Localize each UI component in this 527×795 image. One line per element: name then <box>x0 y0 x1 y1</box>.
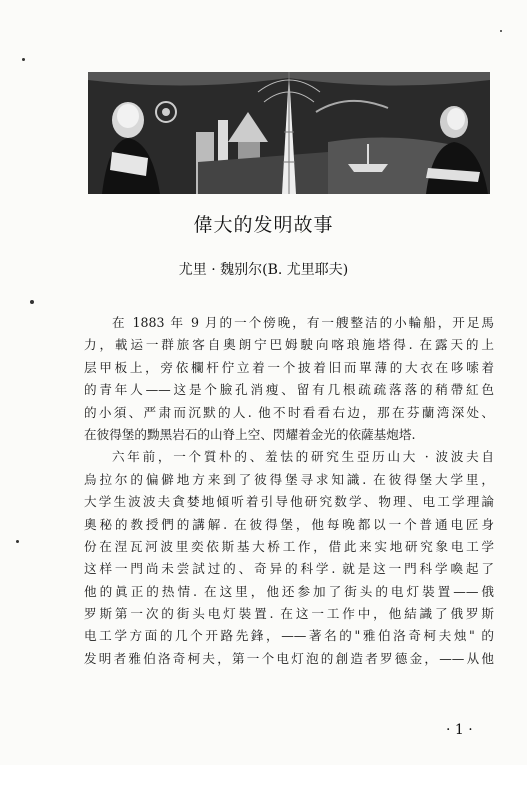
text-line: 的小須、严肃而沉默的人. 他不时看看右边，那在芬蘭湾深处、 <box>84 404 494 420</box>
text-line: 力，載运一群旅客自奧朗宁巴姆駛向喀琅施塔得. 在露天的上 <box>84 337 494 353</box>
text-line: 烏拉尔的偏僻地方来到了彼得堡寻求知識. 在彼得堡大学里， <box>84 471 494 487</box>
text-line: 电工学方面的几个开路先鋒，——著名的"雅伯洛奇柯夫烛" 的 <box>84 628 494 644</box>
article-body <box>84 312 494 670</box>
scan-speck <box>22 58 25 61</box>
article-title: 偉大的发明故事 <box>193 214 334 236</box>
text-line: 罗斯第一次的街头电灯裝置. 在这一工作中，他結識了俄罗斯 <box>84 606 494 622</box>
text-line: 他的眞正的热情. 在这里，他还参加了街头的电灯裝置——俄 <box>84 583 494 599</box>
text-line: 在 1883 年 9 月的一个傍晚，有一艘整洁的小輪船，开足馬 <box>112 315 494 330</box>
paragraph-2 <box>84 446 494 670</box>
scan-speck <box>30 300 34 304</box>
text-line: 在彼得堡的黝黑岩石的山脊上空、閃耀着金光的依薩基炮塔. <box>84 426 416 442</box>
page-number: · 1 · <box>446 722 473 738</box>
text-line: 奧秘的教授們的講解. 在彼得堡，他每晚都以一个普通电匠身 <box>84 516 494 532</box>
author-line: 尤里 · 魏别尔(B. 尤里耶夫) <box>178 262 349 278</box>
text-line: 发明者雅伯洛奇柯夫，第一个电灯泡的創造者罗德金，——从他 <box>84 650 494 666</box>
text-line: 六年前，一个質朴的、羞怯的研究生亞历山大 · 波波夫自 <box>112 449 494 465</box>
page-edge <box>0 765 527 795</box>
text-line: 的青年人——这是个臉孔消瘦、留有几根疏疏落落的稍帶紅色 <box>84 382 494 398</box>
scan-speck <box>16 540 19 543</box>
paragraph-1 <box>84 312 494 446</box>
scan-speck <box>500 30 502 32</box>
text-line: 这样一門尚未尝試过的、奇异的科学. 就是这一門科学喚起了 <box>84 561 494 577</box>
text-line: 层甲板上，旁依欄杆佇立着一个披着旧而單薄的大衣在哆嗦着 <box>84 359 494 375</box>
header-illustration <box>88 72 490 194</box>
text-line: 份在涅瓦河波里奕依斯基大桥工作，借此来实地研究象电工学 <box>84 538 494 554</box>
text-line: 大学生波波夫貪婪地傾听着引导他研究数学、物理、电工学理論 <box>84 494 494 510</box>
